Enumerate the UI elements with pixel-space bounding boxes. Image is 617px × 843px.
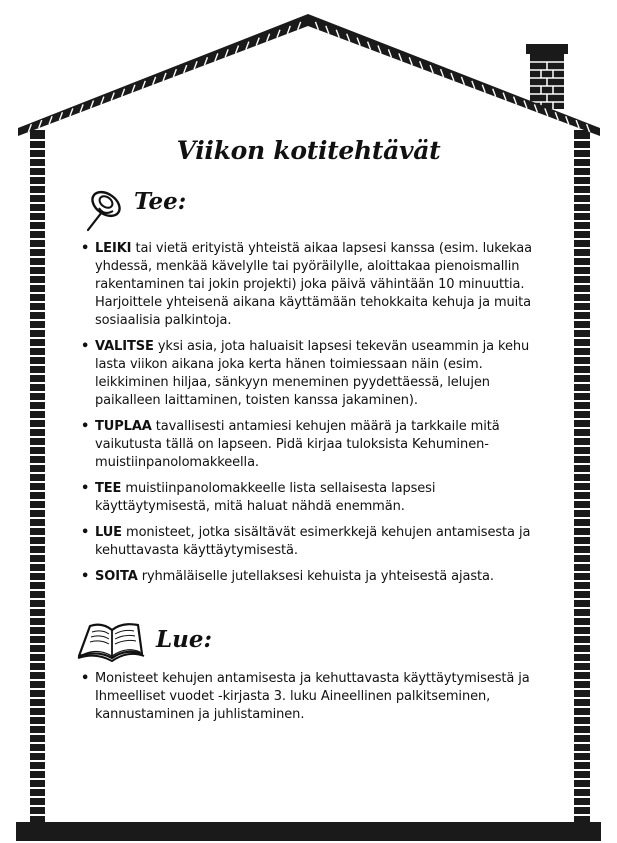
bullet-icon: •	[81, 671, 90, 686]
task-text: yksi asia, jota haluaisit lapsesi tekevän useammin ja kehu lasta viikon aikana joka kerta hänen toimiessaan näin (esim. leikkiminen hiljaa, sänkyyn meneminen pyydettäessä, lelujen paikalleen laittaminen, toisten kanssa jakaminen).	[95, 339, 530, 408]
list-item	[80, 240, 552, 330]
roof-band	[18, 14, 600, 136]
task-list	[80, 240, 552, 594]
task-keyword: LEIKI	[95, 241, 132, 256]
left-wall	[30, 130, 45, 824]
open-book-icon	[76, 618, 146, 664]
do-section-heading: Tee:	[134, 188, 187, 215]
task-text: ryhmäläiselle jutellaksesi kehuista ja yhteisestä ajasta.	[137, 569, 494, 584]
bullet-icon: •	[81, 241, 90, 256]
roof	[18, 14, 600, 136]
task-keyword: VALITSE	[95, 339, 154, 354]
pushpin-icon	[82, 186, 126, 234]
task-keyword: LUE	[95, 525, 122, 540]
list-item	[80, 418, 552, 472]
bullet-icon: •	[81, 481, 90, 496]
list-item	[80, 338, 552, 410]
list-item	[80, 480, 552, 516]
task-keyword: SOITA	[95, 569, 138, 584]
task-keyword: TUPLAA	[95, 419, 152, 434]
reading-list	[80, 670, 552, 732]
read-section-heading: Lue:	[156, 626, 213, 653]
bullet-icon: •	[81, 569, 90, 584]
right-wall	[574, 130, 590, 824]
task-text: tai vietä erityistä yhteistä aikaa lapsesi kanssa (esim. lukekaa yhdessä, menkää kävelylle tai pyöräilylle, aloittakaa pienoismallin rakentaminen tai jokin projekti) joka päivä vähintään 10 minuuttia. Harjoittele yhteisenä aikana käyttämään tehokkaita kehuja ja muita sosiaalisia palkintoja.	[95, 241, 533, 328]
chimney	[526, 44, 568, 110]
task-text: monisteet, jotka sisältävät esimerkkejä kehujen antamisesta ja kehuttavasta käyttäytymisestä.	[95, 525, 531, 558]
list-item	[80, 524, 552, 560]
house-floor	[16, 822, 601, 841]
task-text: tavallisesti antamiesi kehujen määrä ja tarkkaile mitä vaikutusta tällä on lapseen. Pidä kirjaa tuloksista Kehuminen-muistiinpanolomakkeella.	[95, 419, 500, 470]
reading-text: Monisteet kehujen antamisesta ja kehuttavasta käyttäytymisestä ja Ihmeelliset vuodet -kirjasta 3. luku Aineellinen palkitseminen, kannustaminen ja juhlistaminen.	[95, 671, 530, 722]
floor-band	[16, 822, 601, 841]
list-item	[80, 568, 552, 586]
task-keyword: TEE	[95, 481, 122, 496]
page-title: Viikon kotitehtävät	[176, 136, 441, 165]
chimney-cap	[526, 44, 568, 54]
bullet-icon: •	[81, 339, 90, 354]
bullet-icon: •	[81, 419, 90, 434]
bullet-icon: •	[81, 525, 90, 540]
list-item	[80, 670, 552, 724]
task-text: muistiinpanolomakkeelle lista sellaisesta lapsesi käyttäytymisestä, mitä haluat nähdä enemmän.	[95, 481, 436, 514]
